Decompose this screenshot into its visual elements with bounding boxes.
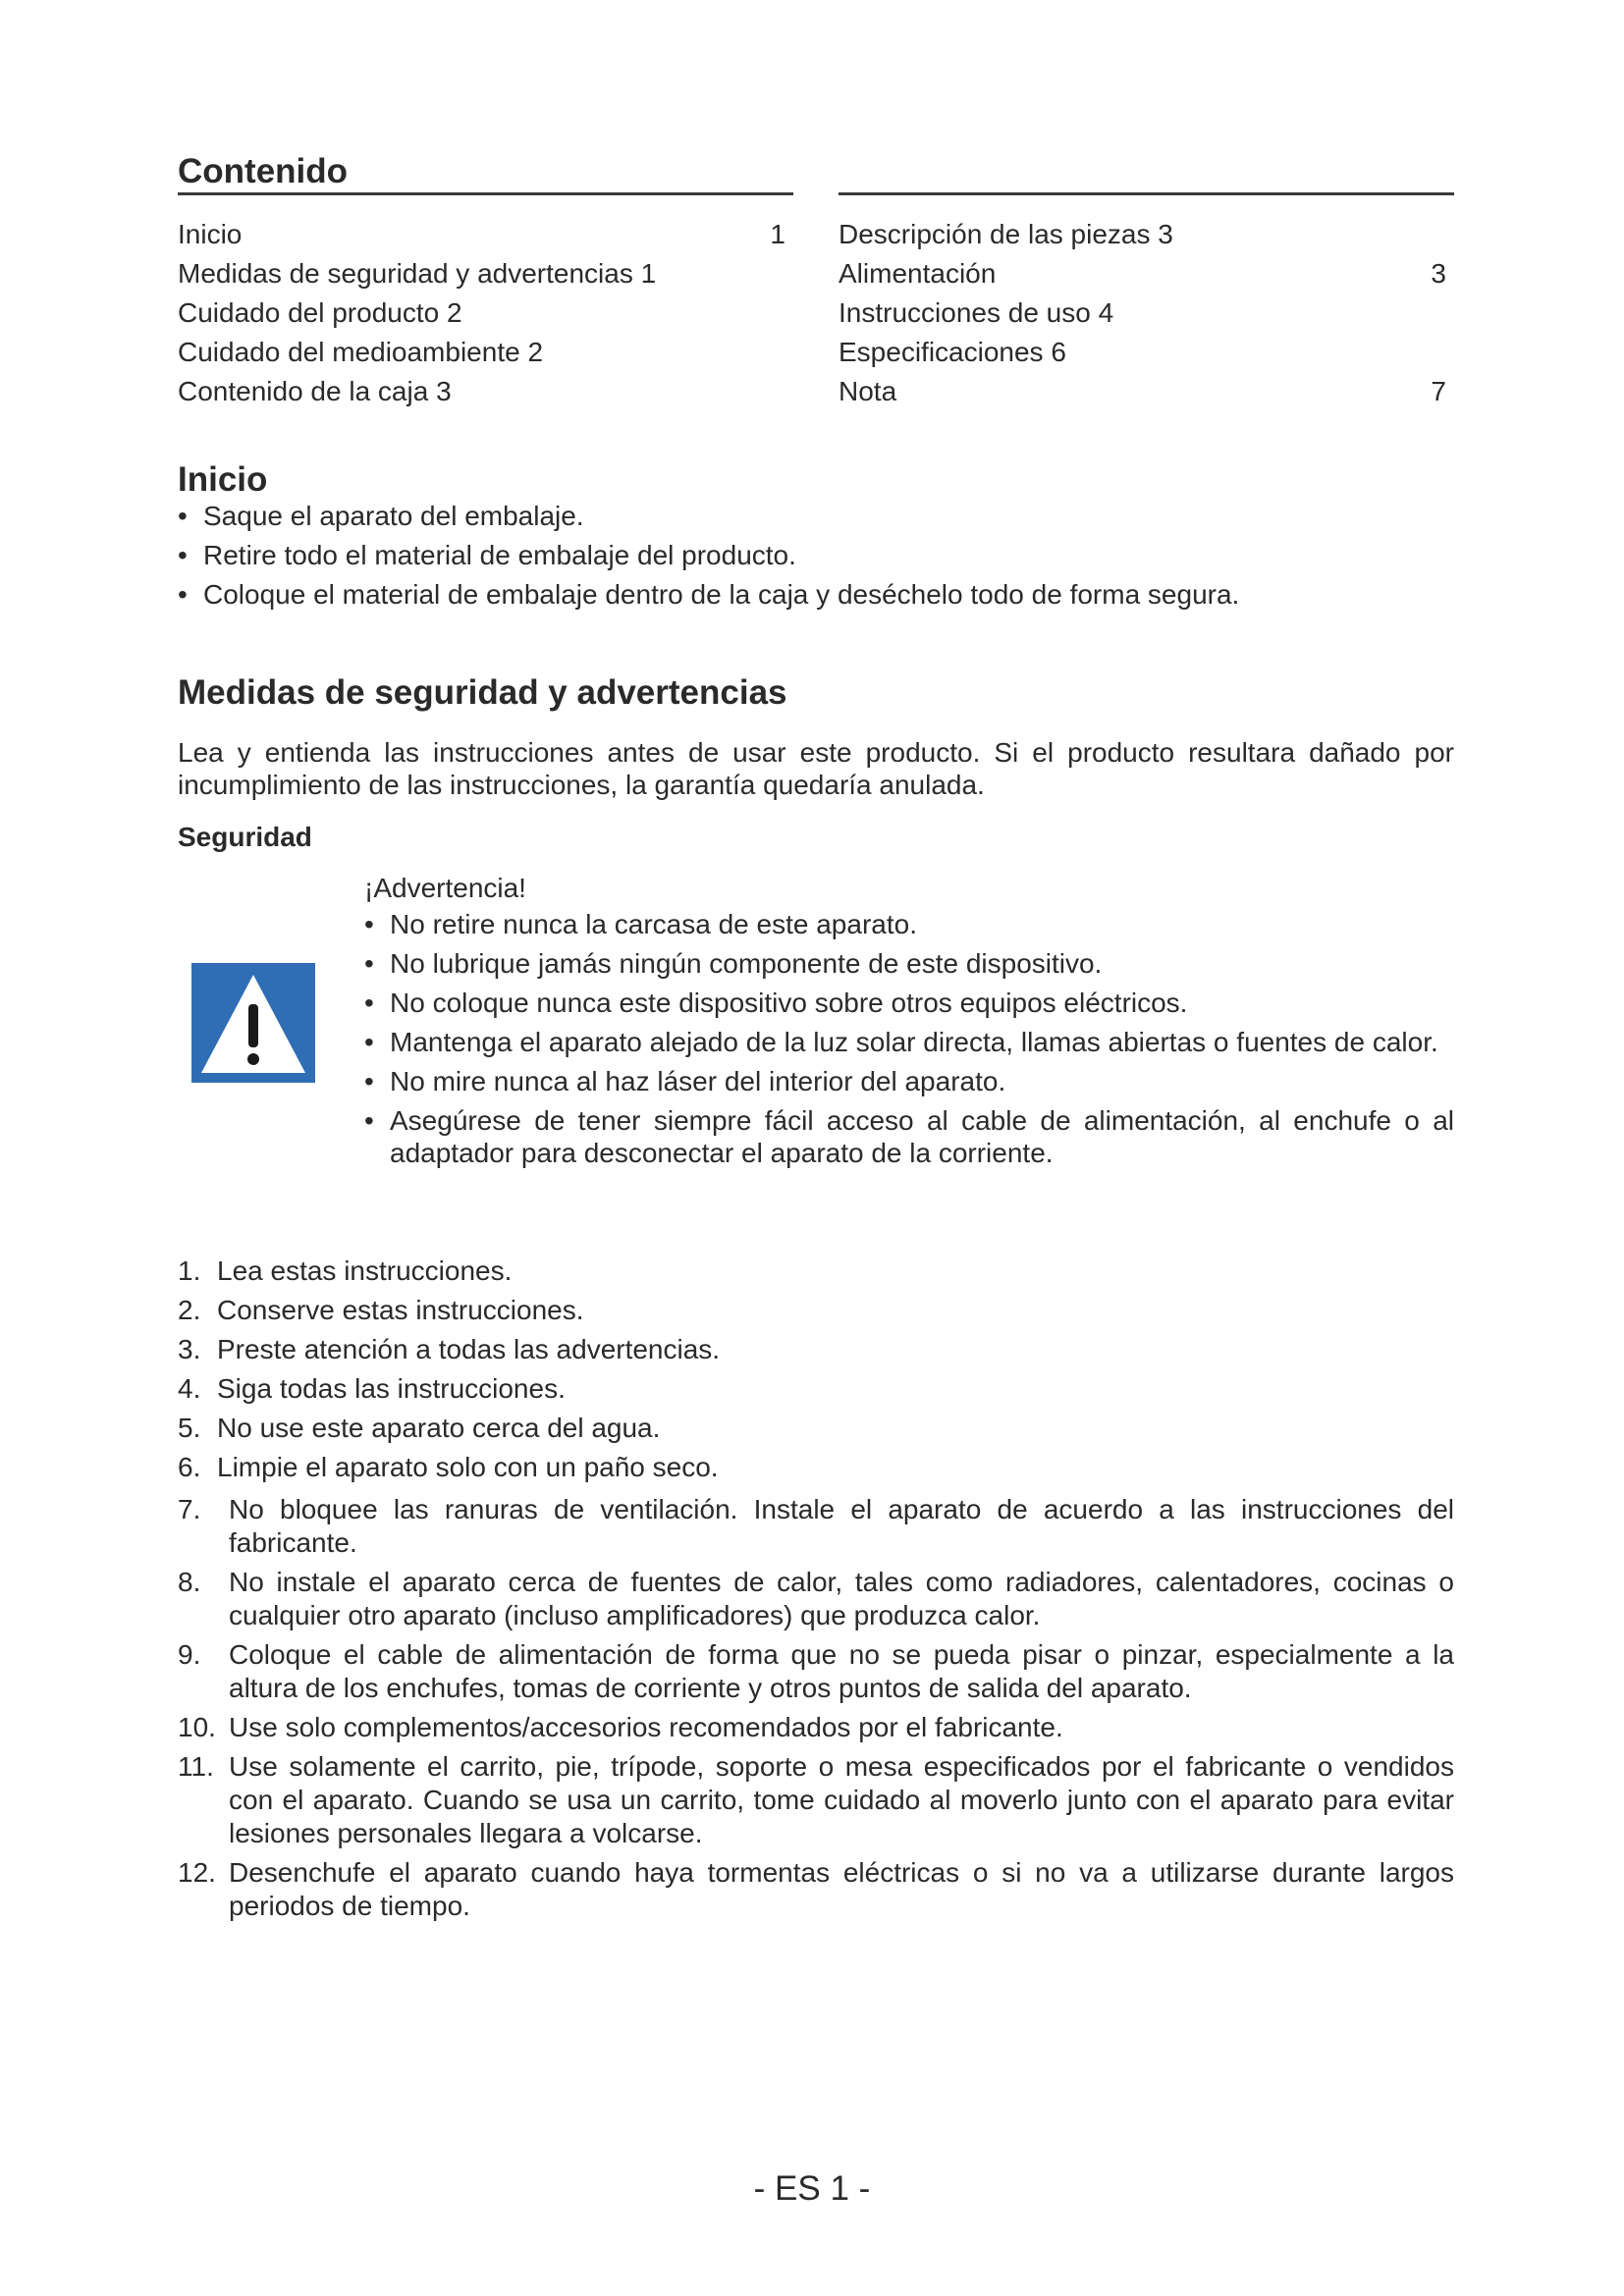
contents-rule-right — [839, 147, 1454, 195]
manual-page — [178, 147, 1454, 1929]
toc-label: Alimentación — [839, 258, 997, 289]
warning-icon — [191, 963, 315, 1083]
list-item — [178, 1252, 1454, 1291]
toc-entry — [178, 294, 793, 333]
list-item — [178, 1638, 1454, 1705]
item-text: Limpie el aparato solo con un paño seco. — [217, 1452, 719, 1482]
contents-rule-left — [178, 147, 793, 195]
item-text: No instale el aparato cerca de fuentes de calor, tales como radiadores, calentadores, cocinas o cualquier otro aparato (incluso amplificadores) que produzca calor. — [229, 1567, 1454, 1630]
list-item: • Retire todo el material de embalaje del producto. — [178, 536, 1454, 575]
item-text: Conserve estas instrucciones. — [217, 1295, 584, 1325]
toc-entry — [178, 333, 793, 372]
list-item: • No coloque nunca este dispositivo sobre otros equipos eléctricos. — [364, 987, 1454, 1019]
item-number: 5. — [178, 1413, 201, 1443]
contents-left-column — [178, 215, 793, 411]
item-number: 8. — [178, 1567, 201, 1597]
list-item: • Coloque el material de embalaje dentro de la caja y deséchelo todo de forma segura. — [178, 575, 1454, 614]
toc-label: Descripción de las piezas 3 — [839, 219, 1173, 249]
list-item — [178, 1493, 1454, 1560]
item-text: No use este aparato cerca del agua. — [217, 1413, 661, 1443]
item-number: 2. — [178, 1295, 201, 1325]
toc-label: Especificaciones 6 — [839, 337, 1066, 367]
item-text: Lea estas instrucciones. — [217, 1255, 513, 1286]
warning-block — [178, 869, 1454, 1240]
list-item — [178, 1369, 1454, 1409]
item-number: 6. — [178, 1452, 201, 1482]
item-number: 10. — [178, 1712, 216, 1742]
toc-label: Nota — [839, 376, 897, 406]
list-item: • Mantenga el aparato alejado de la luz solar directa, llamas abiertas o fuentes de calor. — [364, 1026, 1454, 1058]
list-item — [178, 1566, 1454, 1632]
item-text: Use solo complementos/accesorios recomendados por el fabricante. — [229, 1712, 1063, 1742]
item-text: Preste atención a todas las advertencias. — [217, 1334, 721, 1364]
item-number: 9. — [178, 1639, 201, 1670]
item-text: Coloque el cable de alimentación de forma que no se pueda pisar o pinzar, especialmente a la altura de los enchufes, tomas de corriente y otros puntos de salida del aparato. — [229, 1639, 1454, 1703]
list-item: • No lubrique jamás ningún componente de este dispositivo. — [364, 947, 1454, 980]
instructions-list — [178, 1252, 1454, 1923]
toc-page: 3 — [1431, 258, 1446, 289]
item-text: No bloquee las ranuras de ventilación. Instale el aparato de acuerdo a las instrucciones del fabricante. — [229, 1494, 1454, 1558]
list-item — [178, 1750, 1454, 1850]
toc-label: Contenido de la caja 3 — [178, 376, 452, 406]
list-item: • Asegúrese de tener siempre fácil acceso al cable de alimentación, al enchufe o al adaptador para desconectar el aparato de la corriente. — [364, 1104, 1454, 1169]
seguridad-subheading: Seguridad — [178, 822, 312, 852]
toc-label: Cuidado del medioambiente 2 — [178, 337, 544, 367]
list-item: • No mire nunca al haz láser del interior del aparato. — [364, 1065, 1454, 1097]
item-number: 4. — [178, 1373, 201, 1404]
contents-right-column — [839, 215, 1454, 411]
warning-text — [364, 869, 1454, 1176]
list-item — [178, 1856, 1454, 1923]
contents-title: Contenido — [178, 152, 349, 190]
list-item — [178, 1409, 1454, 1448]
toc-entry — [839, 333, 1454, 372]
toc-label: Instrucciones de uso 4 — [839, 297, 1114, 328]
list-item — [178, 1448, 1454, 1487]
page-number: - ES 1 - — [753, 2169, 871, 2208]
toc-entry — [178, 372, 793, 411]
toc-entry — [178, 215, 793, 254]
toc-page: 1 — [770, 219, 785, 249]
toc-entry — [839, 215, 1454, 254]
toc-entry — [839, 372, 1454, 411]
toc-entry — [178, 254, 793, 294]
medidas-heading: Medidas de seguridad y advertencias — [178, 673, 787, 712]
list-item — [178, 1711, 1454, 1744]
toc-label: Medidas de seguridad y advertencias 1 — [178, 258, 657, 289]
toc-entry — [839, 294, 1454, 333]
item-text: Siga todas las instrucciones. — [217, 1373, 566, 1404]
item-text: Use solamente el carrito, pie, trípode, soporte o mesa especificados por el fabricante o vendidos con el aparato. Cuando se usa un carrito, tome cuidado al moverlo junto con el aparato para evitar lesiones personales llegara a volcarse. — [229, 1751, 1454, 1848]
list-item — [178, 1330, 1454, 1369]
toc-label: Cuidado del producto 2 — [178, 297, 462, 328]
inicio-list — [178, 497, 1454, 614]
warning-label: ¡Advertencia! — [364, 873, 526, 903]
list-item: • No retire nunca la carcasa de este aparato. — [364, 908, 1454, 940]
contents-table — [178, 215, 1454, 411]
toc-entry — [839, 254, 1454, 294]
item-number: 7. — [178, 1494, 201, 1524]
item-number: 11. — [178, 1751, 214, 1782]
list-item — [178, 1291, 1454, 1330]
medidas-intro: Lea y entienda las instrucciones antes de usar este producto. Si el producto resultara dañado por incumplimiento de las instrucciones, la garantía quedaría anulada. — [178, 737, 1454, 800]
item-number: 1. — [178, 1255, 201, 1286]
contents-header — [178, 147, 1454, 195]
inicio-heading: Inicio — [178, 460, 268, 499]
warning-list — [364, 908, 1454, 1169]
toc-label: Inicio — [178, 219, 243, 249]
item-text: Desenchufe el aparato cuando haya tormentas eléctricas o si no va a utilizarse durante largos periodos de tiempo. — [229, 1857, 1454, 1921]
toc-page: 7 — [1431, 376, 1446, 406]
item-number: 12. — [178, 1857, 216, 1888]
item-number: 3. — [178, 1334, 201, 1364]
list-item: • Saque el aparato del embalaje. — [178, 497, 1454, 536]
